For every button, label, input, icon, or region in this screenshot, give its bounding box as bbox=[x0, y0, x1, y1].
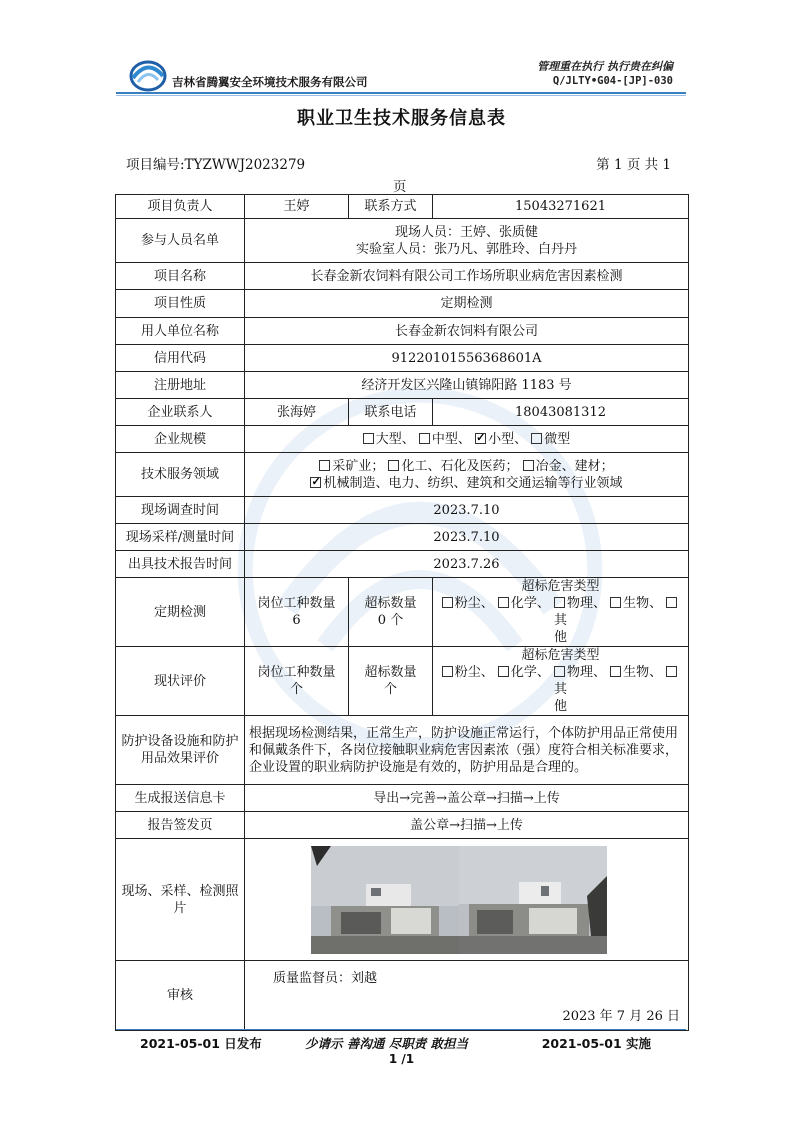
enterprise-contact-label: 企业联系人 bbox=[116, 399, 245, 426]
company-name: 吉林省腾翼安全环境技术服务有限公司 bbox=[172, 75, 368, 89]
project-nature-value: 定期检测 bbox=[245, 290, 689, 318]
publish-date: 2021-05-01 日发布 bbox=[140, 1036, 262, 1051]
table-row bbox=[116, 399, 689, 426]
protection-label: 防护设备设施和防护用品效果评价 bbox=[116, 716, 245, 785]
site-photo bbox=[459, 846, 607, 954]
scale-option: 小型、 bbox=[488, 431, 528, 447]
periodic-posts bbox=[245, 578, 349, 647]
sampling-time-value: 2023.7.10 bbox=[245, 524, 689, 551]
scale-medium-checkbox[interactable] bbox=[419, 433, 430, 444]
scale-options bbox=[245, 426, 689, 453]
credit-code-label: 信用代码 bbox=[116, 345, 245, 372]
footer-divider bbox=[116, 1029, 686, 1030]
signoff-label: 报告签发页 bbox=[116, 812, 245, 839]
employer-label: 用人单位名称 bbox=[116, 318, 245, 345]
scale-option: 中型、 bbox=[431, 431, 471, 447]
site-photo bbox=[311, 846, 459, 954]
footer-motto: 少请示 善沟通 尽职责 敢担当 bbox=[305, 1036, 469, 1051]
hazard-option: 粉尘、 bbox=[454, 596, 494, 611]
exceed-value: 个 bbox=[383, 682, 397, 697]
hazard-option: 其 bbox=[553, 682, 567, 697]
scale-option: 大型、 bbox=[375, 431, 415, 447]
table-row bbox=[116, 647, 689, 716]
domain-metallurgy-checkbox[interactable] bbox=[523, 460, 534, 471]
hazard-dust-checkbox[interactable] bbox=[442, 597, 453, 608]
sampling-time-label: 现场采样/测量时间 bbox=[116, 524, 245, 551]
project-number: 项目编号:TYZWWJ2023279 bbox=[126, 157, 306, 173]
service-domain-label: 技术服务领域 bbox=[116, 453, 245, 497]
leader-value: 王婷 bbox=[245, 195, 349, 219]
hazard-chemical-checkbox[interactable] bbox=[498, 666, 509, 677]
table-row bbox=[116, 497, 689, 524]
members-value bbox=[245, 219, 689, 263]
review-label: 审核 bbox=[116, 961, 245, 1031]
page-info-wrap: 页 bbox=[393, 179, 407, 195]
table-row bbox=[116, 578, 689, 647]
posts-value: 个 bbox=[289, 682, 303, 697]
hazard-physical-checkbox[interactable] bbox=[554, 666, 565, 677]
protection-value: 根据现场检测结果，正常生产，防护设施正常运行，个体防护用品正常使用和佩戴条件下，各岗位接触职业病危害因素浓（强）度符合相关标准要求，企业设置的职业病防护设施是有效的，防护用品是合理的。 bbox=[245, 716, 689, 785]
enterprise-contact-value: 张海婷 bbox=[245, 399, 349, 426]
table-row bbox=[116, 263, 689, 290]
table-row bbox=[116, 453, 689, 497]
table-row bbox=[116, 812, 689, 839]
contact-method-label: 联系方式 bbox=[349, 195, 433, 219]
periodic-hazards bbox=[433, 578, 689, 647]
domain-option: 机械制造、电力、纺织、建筑和交通运输等行业领域 bbox=[323, 475, 623, 491]
table-row bbox=[116, 290, 689, 318]
table-row bbox=[116, 961, 689, 1031]
service-domain-options bbox=[245, 453, 689, 497]
survey-time-value: 2023.7.10 bbox=[245, 497, 689, 524]
table-row bbox=[116, 372, 689, 399]
scale-label: 企业规模 bbox=[116, 426, 245, 453]
table-row bbox=[116, 318, 689, 345]
card-value: 导出→完善→盖公章→扫描→上传 bbox=[245, 785, 689, 812]
table-row bbox=[116, 345, 689, 372]
company-logo-icon bbox=[128, 56, 168, 92]
hazard-option: 生物、 bbox=[623, 665, 663, 680]
document-code: Q/JLTY•G04-[JP]-030 bbox=[552, 75, 673, 87]
table-row bbox=[116, 195, 689, 219]
photos-label: 现场、采样、检测照片 bbox=[116, 839, 245, 961]
members-label: 参与人员名单 bbox=[116, 219, 245, 263]
card-label: 生成报送信息卡 bbox=[116, 785, 245, 812]
members-field: 现场人员：王婷、张质健 bbox=[394, 224, 538, 240]
posts-label: 岗位工种数量 bbox=[257, 665, 336, 680]
table-row bbox=[116, 839, 689, 961]
scale-option: 微型 bbox=[544, 431, 571, 447]
hazard-dust-checkbox[interactable] bbox=[442, 666, 453, 677]
table-row bbox=[116, 524, 689, 551]
posts-label: 岗位工种数量 bbox=[257, 596, 336, 611]
footer-page-number: 1 /1 bbox=[388, 1052, 415, 1066]
page-info: 第 1 页 共 1 bbox=[596, 157, 671, 173]
page-title: 职业卫生技术服务信息表 bbox=[297, 108, 506, 129]
hazard-option: 物理、 bbox=[567, 596, 607, 611]
review-cell bbox=[245, 961, 689, 1031]
domain-option: 冶金、建材； bbox=[535, 458, 614, 474]
header-divider bbox=[116, 92, 686, 94]
contact-method-value: 15043271621 bbox=[433, 195, 689, 219]
domain-chemical-checkbox[interactable] bbox=[388, 460, 399, 471]
hazard-chemical-checkbox[interactable] bbox=[498, 597, 509, 608]
hazard-option: 其 bbox=[553, 613, 567, 628]
hazard-physical-checkbox[interactable] bbox=[554, 597, 565, 608]
status-hazards bbox=[433, 647, 689, 716]
posts-value: 6 bbox=[292, 613, 301, 628]
phone-value: 18043081312 bbox=[433, 399, 689, 426]
report-time-value: 2023.7.26 bbox=[245, 551, 689, 578]
hazard-option: 粉尘、 bbox=[454, 665, 494, 680]
status-label: 现状评价 bbox=[116, 647, 245, 716]
hazard-tail: 他 bbox=[553, 699, 567, 714]
periodic-exceed bbox=[349, 578, 433, 647]
status-exceed bbox=[349, 647, 433, 716]
table-row bbox=[116, 785, 689, 812]
exceed-value: 0 个 bbox=[377, 613, 404, 628]
project-name-value: 长春金新农饲料有限公司工作场所职业病危害因素检测 bbox=[245, 263, 689, 290]
survey-time-label: 现场调查时间 bbox=[116, 497, 245, 524]
hazard-option: 物理、 bbox=[567, 665, 607, 680]
members-lab: 实验室人员：张乃凡、郭胜玲、白丹丹 bbox=[355, 241, 577, 257]
hazard-option: 化学、 bbox=[510, 596, 550, 611]
domain-option: 采矿业； bbox=[332, 458, 385, 474]
periodic-label: 定期检测 bbox=[116, 578, 245, 647]
hazard-option: 生物、 bbox=[623, 596, 663, 611]
scale-large-checkbox[interactable] bbox=[363, 433, 374, 444]
table-row bbox=[116, 219, 689, 263]
hazard-tail: 他 bbox=[553, 630, 567, 645]
photos-cell bbox=[245, 839, 689, 961]
supervisor: 质量监督员：刘越 bbox=[273, 971, 378, 986]
address-value: 经济开发区兴隆山镇锦阳路 1183 号 bbox=[245, 372, 689, 399]
header-slogan: 管理重在执行 执行贵在纠偏 bbox=[537, 60, 673, 73]
phone-label: 联系电话 bbox=[349, 399, 433, 426]
domain-mining-checkbox[interactable] bbox=[319, 460, 330, 471]
hazard-other-checkbox[interactable] bbox=[666, 666, 677, 677]
hazard-option: 化学、 bbox=[510, 665, 550, 680]
table-row bbox=[116, 426, 689, 453]
review-date: 2023 年 7 月 26 日 bbox=[562, 1009, 680, 1024]
project-nature-label: 项目性质 bbox=[116, 290, 245, 318]
exceed-label: 超标数量 bbox=[364, 596, 417, 611]
info-table bbox=[115, 194, 689, 1031]
hazard-title: 超标危害类型 bbox=[521, 648, 600, 663]
hazard-biological-checkbox[interactable] bbox=[610, 597, 621, 608]
scale-micro-checkbox[interactable] bbox=[531, 433, 542, 444]
domain-machinery-checkbox[interactable] bbox=[310, 477, 321, 488]
project-name-label: 项目名称 bbox=[116, 263, 245, 290]
implement-date: 2021-05-01 实施 bbox=[541, 1036, 651, 1051]
domain-option: 化工、石化及医药； bbox=[401, 458, 519, 474]
employer-value: 长春金新农饲料有限公司 bbox=[245, 318, 689, 345]
exceed-label: 超标数量 bbox=[364, 665, 417, 680]
credit-code-value: 91220101556368601A bbox=[245, 345, 689, 372]
leader-label: 项目负责人 bbox=[116, 195, 245, 219]
address-label: 注册地址 bbox=[116, 372, 245, 399]
signoff-value: 盖公章→扫描→上传 bbox=[245, 812, 689, 839]
scale-small-checkbox[interactable] bbox=[475, 433, 486, 444]
table-row bbox=[116, 551, 689, 578]
hazard-title: 超标危害类型 bbox=[521, 579, 600, 594]
hazard-other-checkbox[interactable] bbox=[666, 597, 677, 608]
header-divider-thin bbox=[116, 95, 686, 96]
hazard-biological-checkbox[interactable] bbox=[610, 666, 621, 677]
report-time-label: 出具技术报告时间 bbox=[116, 551, 245, 578]
status-posts bbox=[245, 647, 349, 716]
table-row bbox=[116, 716, 689, 785]
